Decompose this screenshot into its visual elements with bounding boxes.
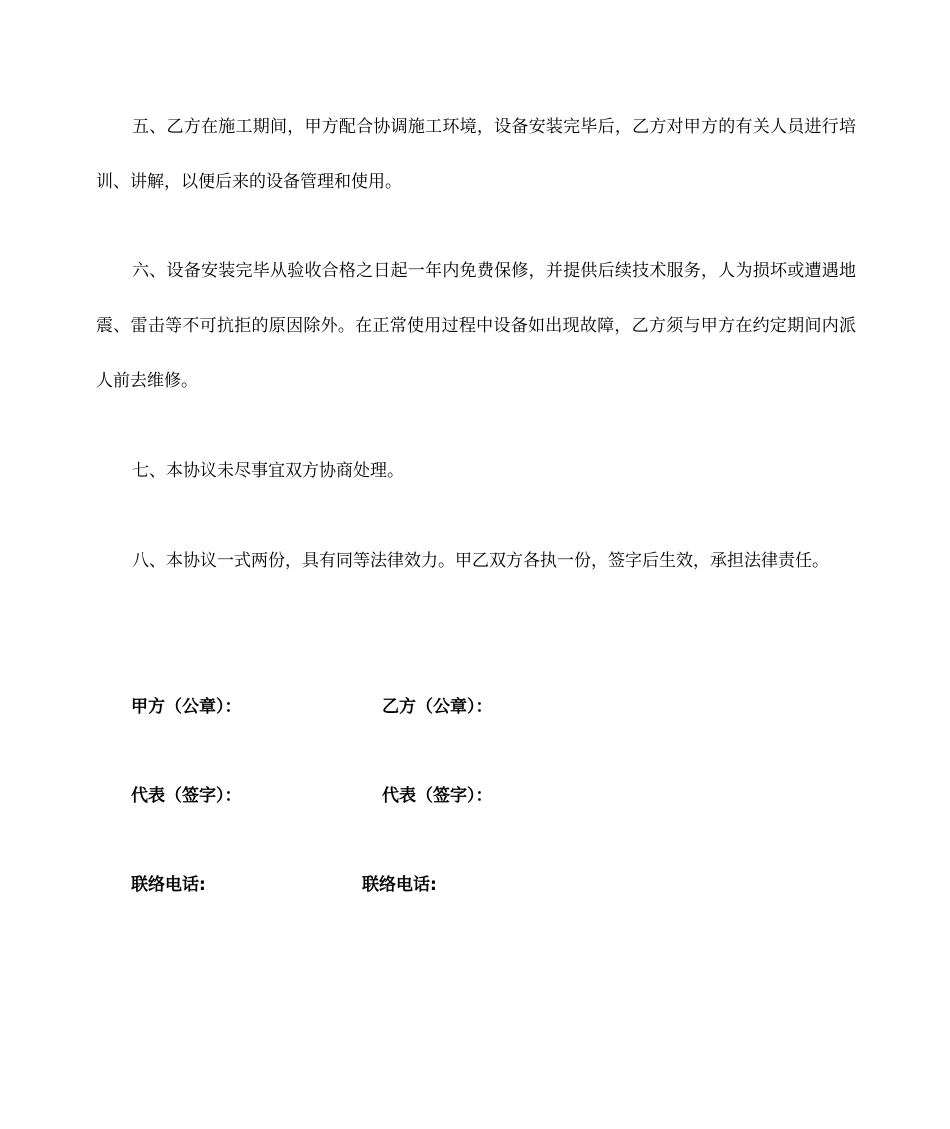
party-b-seal-label: 乙方（公章）： (382, 697, 493, 717)
representative-row (131, 781, 831, 811)
phone-row (131, 870, 831, 900)
clause-seven: 七、本协议未尽事宜双方协商处理。 (132, 461, 404, 481)
clause-five: 五、乙方在施工期间，甲方配合协调施工环境，设备安装完毕后，乙方对甲方的有关人员进行培训、讲解，以便后来的设备管理和使用。 (96, 117, 856, 192)
seal-row (131, 692, 831, 722)
party-a-seal-label: 甲方（公章）： (131, 697, 242, 717)
party-a-phone-label: 联络电话: (131, 875, 206, 895)
party-b-phone-label: 联络电话: (362, 875, 437, 895)
clause-eight: 八、本协议一式两份，具有同等法律效力。甲乙双方各执一份，签字后生效，承担法律责任。 (132, 551, 829, 571)
party-a-representative-label: 代表（签字）： (131, 786, 242, 806)
clause-six: 六、设备安装完毕从验收合格之日起一年内免费保修，并提供后续技术服务，人为损坏或遭遇地震、雷击等不可抗拒的原因除外。在正常使用过程中设备如出现故障，乙方须与甲方在约定期间内派人前去维修。 (96, 261, 856, 391)
party-b-representative-label: 代表（签字）： (382, 786, 493, 806)
